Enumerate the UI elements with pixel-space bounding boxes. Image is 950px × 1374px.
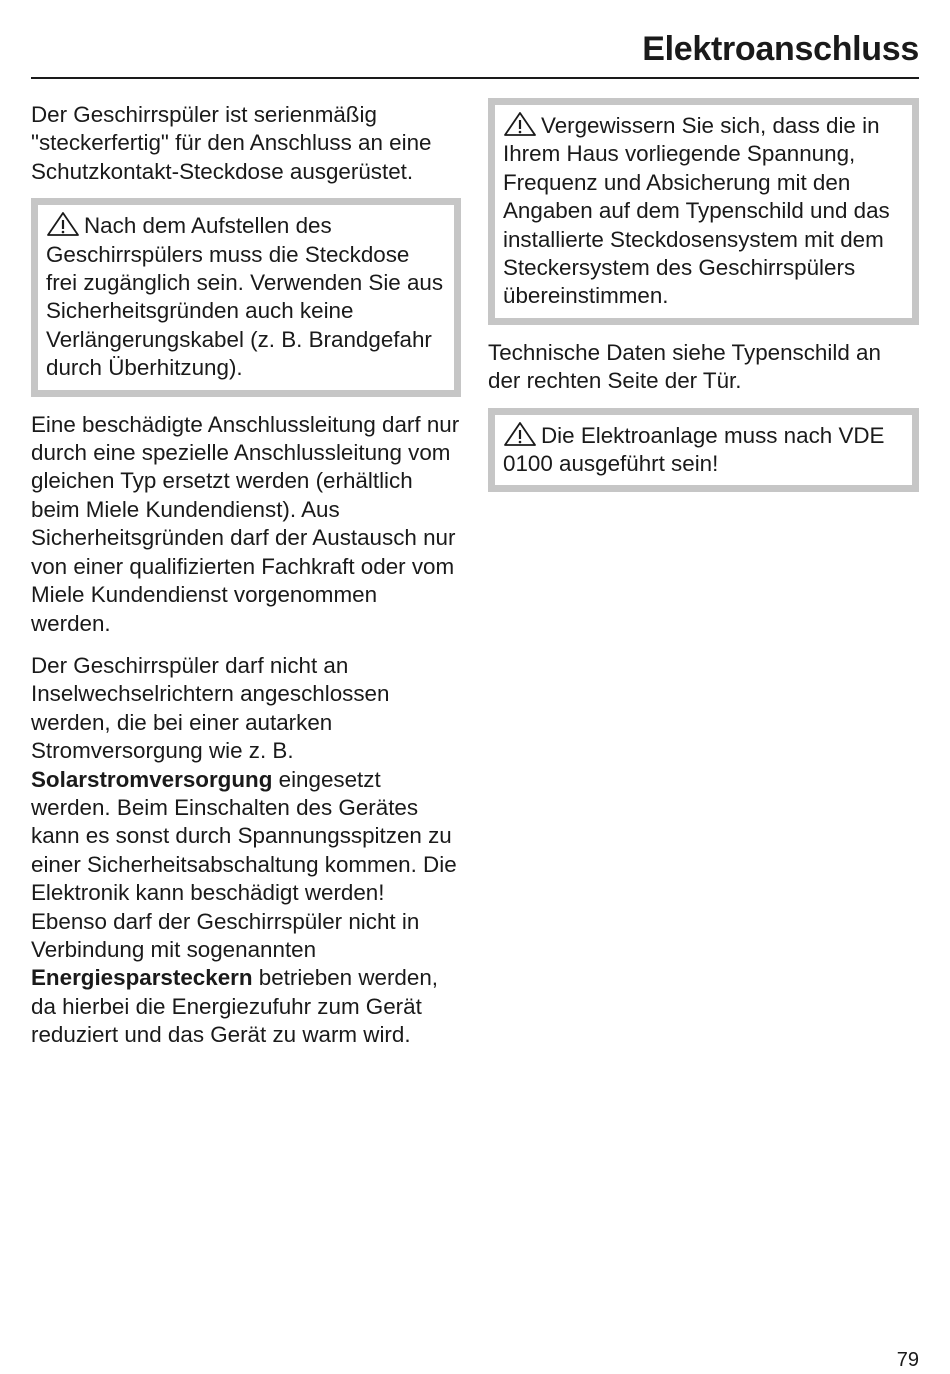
page-number: 79 (896, 1349, 919, 1371)
warning-triangle-icon (503, 111, 537, 137)
header-divider (31, 77, 919, 79)
left-column (31, 101, 461, 1060)
inverter-paragraph (31, 652, 461, 1050)
inverter-text-1: Der Geschirrspüler darf nicht an Inselwechselrichtern angeschlossen werden, die bei einer autarken Stromversorgung wie z. B. (31, 652, 390, 764)
inverter-text-2: eingesetzt werden. Beim Einschalten des Gerätes kann es sonst durch Spannungsspitzen zu einer Sicherheitsabschaltung kommen. Die Elektronik kann beschädigt werden! (31, 766, 457, 906)
warning-text-voltage-check: Vergewissern Sie sich, dass die in Ihrem Haus vorliegende Spannung, Frequenz und Absicherung mit den Angaben auf dem Typenschild und das installierte Steckdosensystem mit dem Steckersystem des Geschirrspülers übereinstimmen. (503, 113, 890, 309)
energy-saver-text-1: Ebenso darf der Geschirrspüler nicht in Verbindung mit sogenannten (31, 908, 420, 962)
right-column (488, 98, 919, 506)
warning-box-vde (488, 408, 919, 493)
warning-triangle-icon (46, 211, 80, 237)
warning-box-socket-access (31, 198, 461, 396)
damaged-cable-paragraph: Eine beschädigte Anschlussleitung darf nur durch eine spezielle Anschlussleitung vom gleichen Typ ersetzt werden (erhältlich beim Miele Kundendienst). Aus Sicherheitsgründen darf der Austausch nur von einer qualifizierten Fachkraft oder vom Miele Kundendienst vorgenommen werden. (31, 411, 460, 636)
solar-power-term: Solarstromversorgung (31, 766, 273, 792)
warning-text-vde: Die Elektroanlage muss nach VDE 0100 ausgeführt sein! (503, 422, 885, 477)
warning-text-socket-access: Nach dem Aufstellen des Geschirrspülers muss die Steckdose frei zugänglich sein. Verwenden Sie aus Sicherheitsgründen auch keine Verlängerungskabel (z. B. Brandgefahr durch Überhitzung). (46, 213, 444, 381)
intro-paragraph: Der Geschirrspüler ist serienmäßig "steckerfertig" für den Anschluss an eine Schutzkontakt-Steckdose ausgerüstet. (31, 102, 432, 184)
energy-saver-text-2: betrieben werden, da hierbei die Energiezufuhr zum Gerät reduziert und das Gerät zu warm wird. (31, 965, 439, 1048)
page-title: Elektroanschluss (642, 30, 919, 68)
warning-box-voltage-check (488, 98, 919, 325)
warning-triangle-icon (503, 421, 537, 447)
energy-saver-term: Energiesparsteckern (31, 965, 253, 991)
technical-data-paragraph: Technische Daten siehe Typenschild an der rechten Seite der Tür. (488, 339, 881, 394)
